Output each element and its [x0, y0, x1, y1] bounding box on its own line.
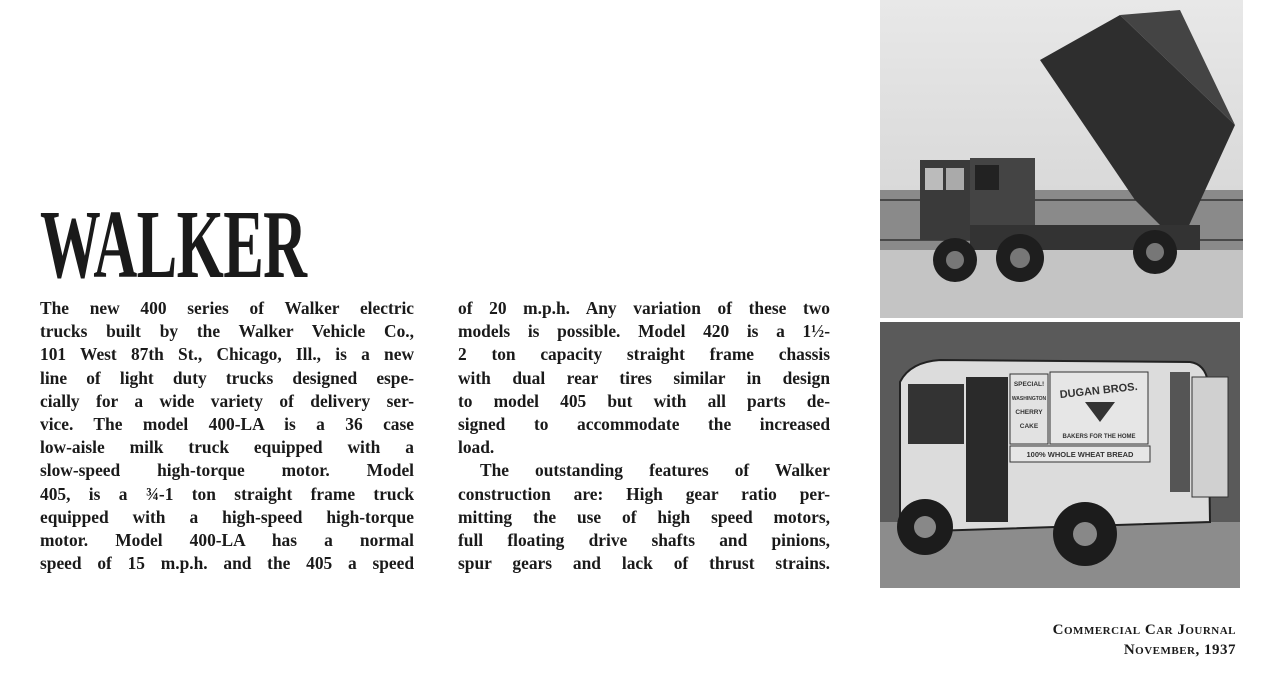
journal-name: Commercial Car Journal: [1052, 622, 1236, 638]
sign-bread: 100% WHOLE WHEAT BREAD: [1026, 450, 1134, 459]
text-line: construction are: High gear ratio per-: [458, 483, 830, 504]
text-line: line of light duty trucks designed espe-: [40, 367, 414, 388]
text-line: 101 West 87th St., Chicago, Ill., is a new: [40, 344, 414, 365]
text-line: mitting the use of high speed motors,: [458, 506, 830, 527]
text-line: trucks built by the Walker Vehicle Co.,: [40, 321, 414, 342]
text-line: with dual rear tires similar in design: [458, 367, 830, 388]
photo-dump-truck: [880, 0, 1243, 318]
text-line: load.: [458, 437, 495, 458]
text-line: speed of 15 m.p.h. and the 405 a speed: [40, 553, 414, 574]
text-line: vice. The model 400-LA is a 36 case: [40, 414, 414, 435]
text-line: The outstanding features of Walker: [480, 460, 830, 481]
text-line: The new 400 series of Walker electric: [40, 298, 414, 318]
issue-date: November, 1937: [1123, 642, 1236, 658]
text-line: cially for a wide variety of delivery ser-: [40, 390, 414, 411]
text-line: signed to accommodate the increased: [458, 414, 830, 435]
text-line: low-aisle milk truck equipped with a: [40, 437, 414, 458]
text-line: of 20 m.p.h. Any variation of these two: [458, 298, 830, 318]
sign-special: SPECIAL!: [1013, 381, 1045, 388]
text-line: slow-speed high-torque motor. Model: [40, 460, 414, 481]
text-line: models is possible. Model 420 is a 1½-: [458, 321, 830, 342]
sign-brand: DUGAN BROS.: [1059, 380, 1139, 402]
text-line: full floating drive shafts and pinions,: [458, 530, 830, 551]
photo-bakery-truck: [880, 322, 1240, 588]
text-line: spur gears and lack of thrust strains.: [458, 553, 830, 574]
text-line: 405, is a ¾-1 ton straight frame truck: [40, 483, 414, 504]
footer-citation: [1053, 620, 1236, 660]
sign-washington: WASHINGTON: [1011, 396, 1047, 402]
text-line: to model 405 but with all parts de-: [458, 390, 830, 411]
article-title: WALKER: [40, 191, 307, 299]
text-line: motor. Model 400-LA has a normal: [40, 530, 414, 551]
text-line: equipped with a high-speed high-torque: [40, 506, 414, 527]
text-column-left: [40, 297, 414, 575]
sign-slogan: BAKERS FOR THE HOME: [1062, 434, 1136, 440]
sign-cherry: CHERRY: [1015, 409, 1043, 416]
sign-cake: CAKE: [1019, 423, 1039, 430]
text-column-right: [458, 297, 830, 575]
text-line: 2 ton capacity straight frame chassis: [458, 344, 830, 365]
